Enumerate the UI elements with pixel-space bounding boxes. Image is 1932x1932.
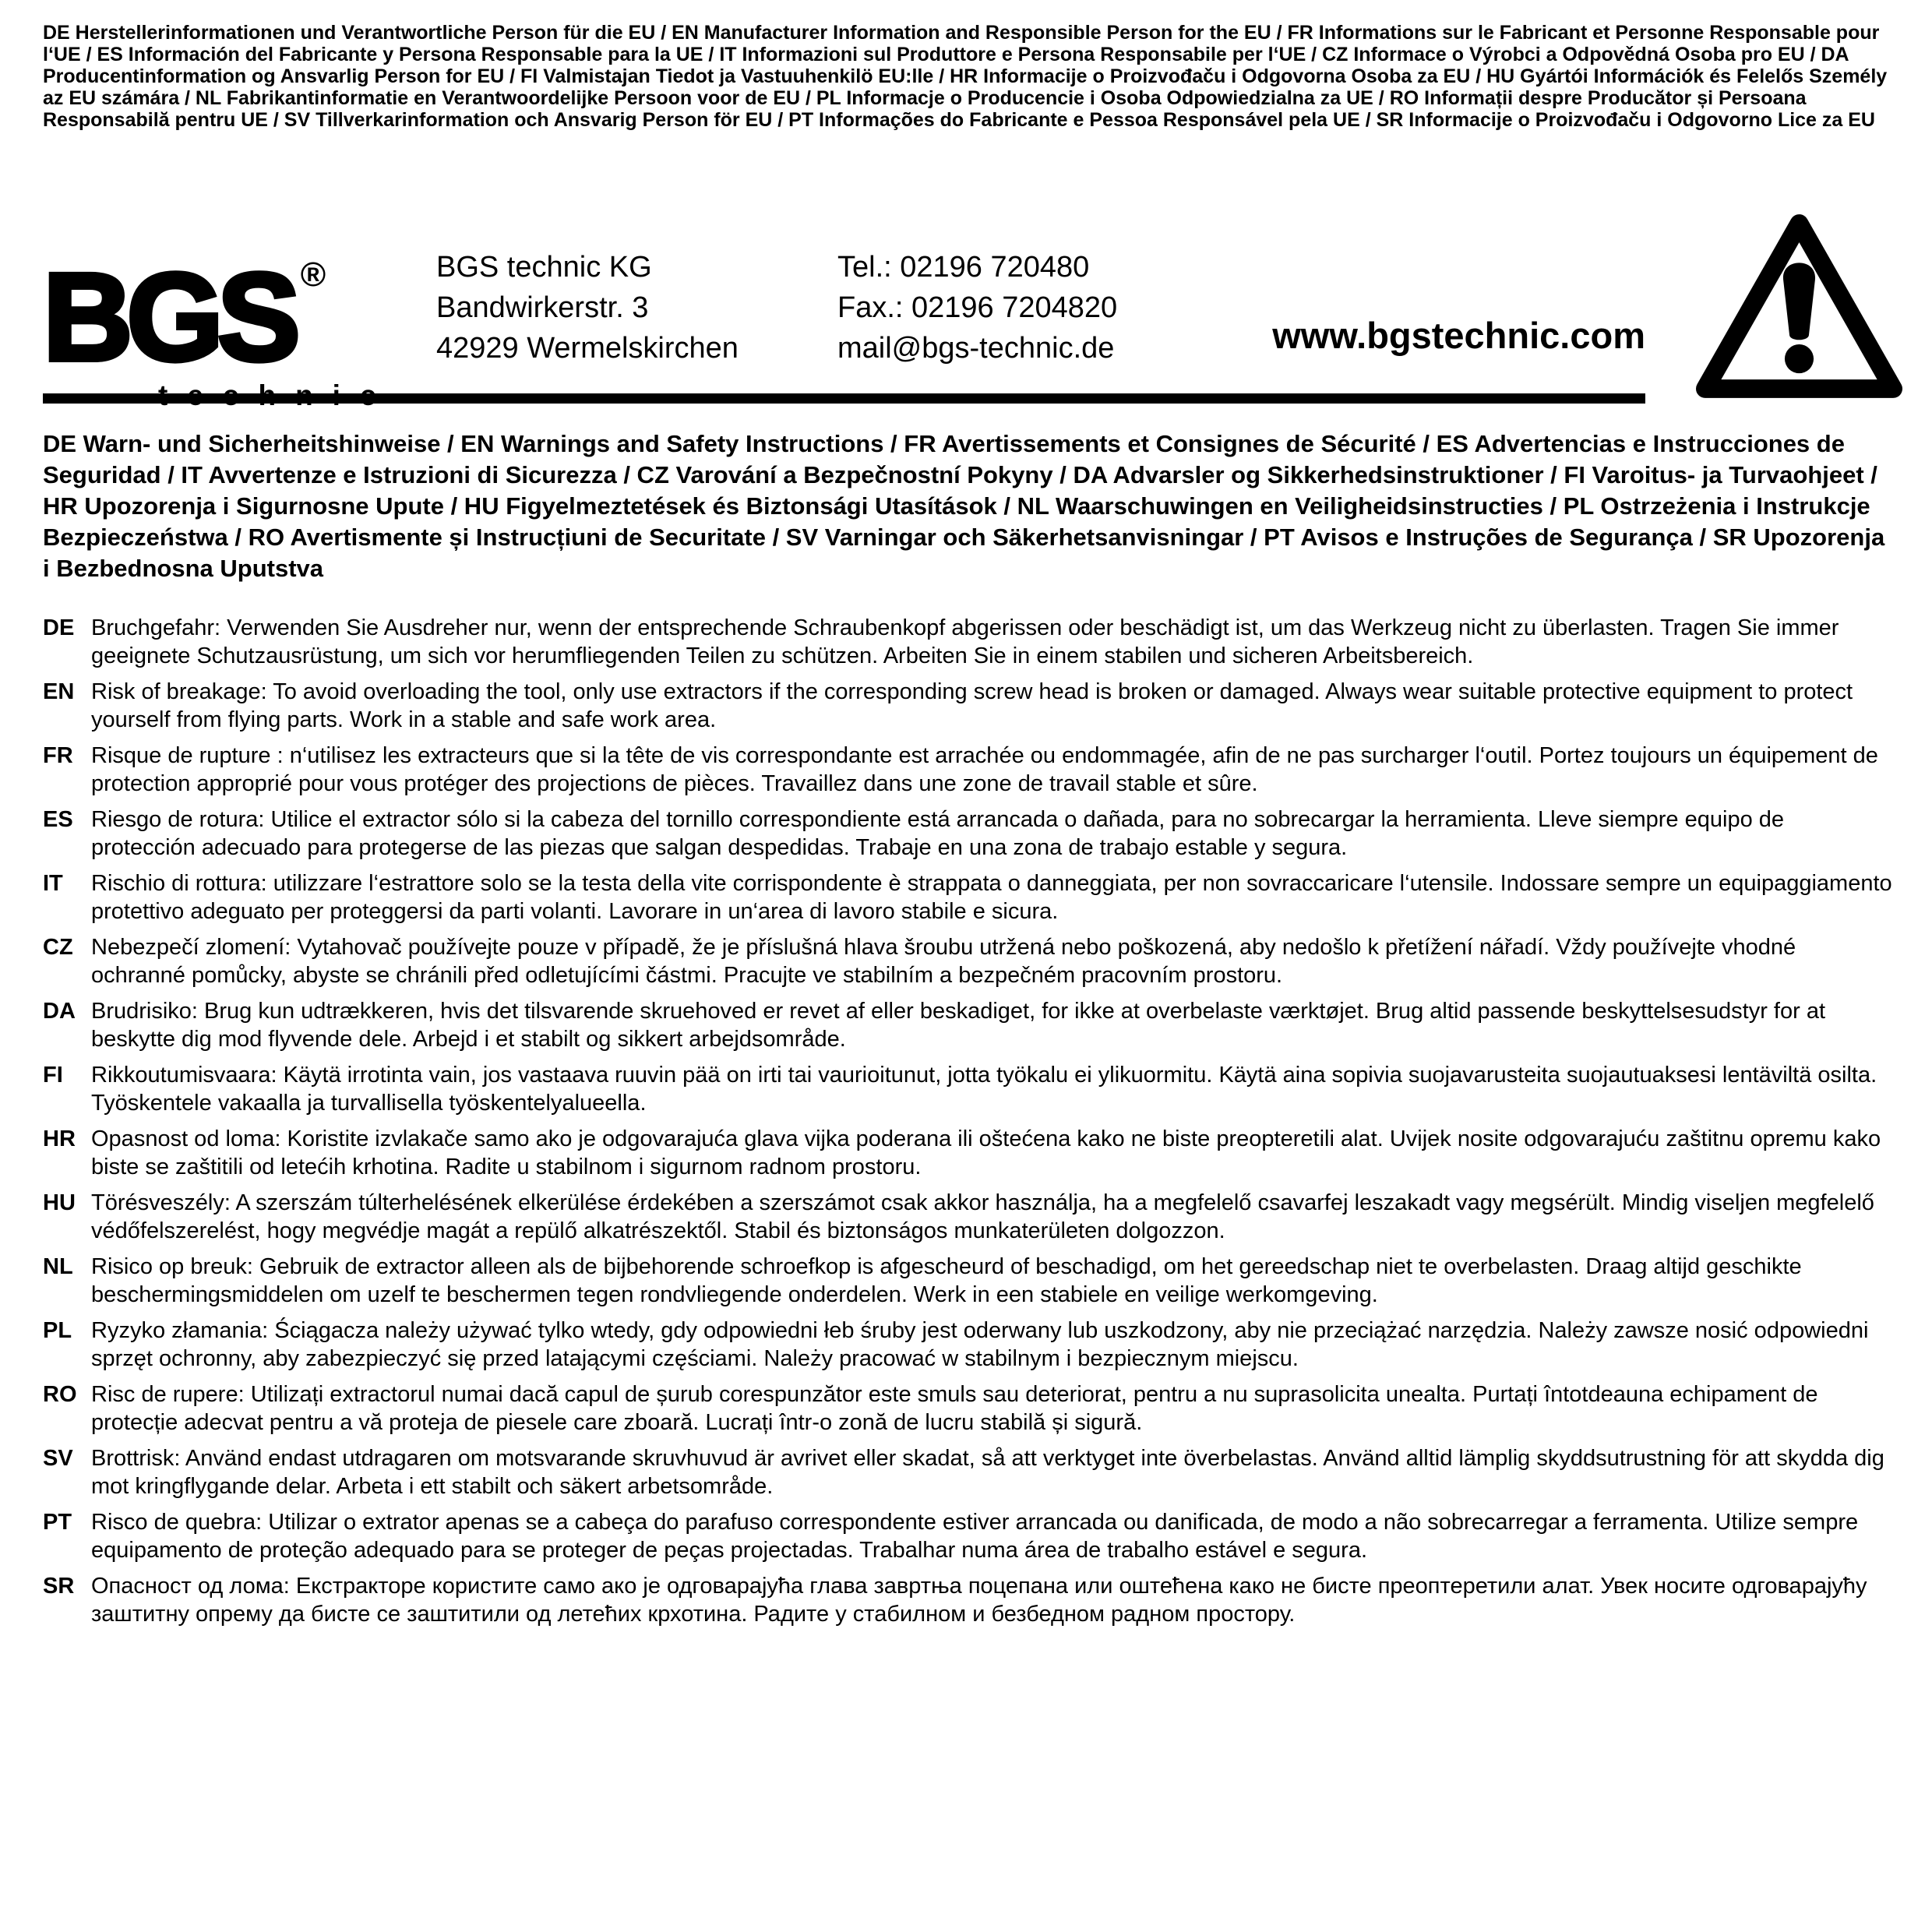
- bgs-logo: [43, 213, 378, 412]
- warning-row-pt: [43, 1508, 1894, 1564]
- warning-row-cz: [43, 933, 1894, 989]
- language-code: CZ: [43, 935, 73, 960]
- warning-row-da: [43, 997, 1894, 1053]
- warning-row-hu: [43, 1189, 1894, 1245]
- warning-text: Törésveszély: A szerszám túlterhelésének elkerülése érdekében a szerszámot csak akkor használja, ha a megfelelő csavarfej leszakadt vagy megsérült. Mindig viseljen megfelelő védőfelszerelést, hogy megvédje magát a repülő alkatrészektől. Stabil és biztonságos munkaterületen dolgozzon.: [91, 1190, 1874, 1243]
- warning-text: Rischio di rottura: utilizzare l‘estrattore solo se la testa della vite corrispondente è strappata o danneggiata, per non sovraccaricare l‘utensile. Indossare sempre un equipaggiamento protettivo adeguato per proteggersi da parti volanti. Lavorare in un‘area di lavoro stabile e sicura.: [91, 871, 1892, 924]
- warnings-list: [43, 614, 1894, 1636]
- warning-row-fr: [43, 742, 1894, 798]
- warning-text: Risco de quebra: Utilizar o extrator apenas se a cabeça do parafuso correspondente estiver arrancada ou danificada, de modo a não sobrecarregar a ferramenta. Utilize sempre equipamento de proteção adequado para se proteger de peças projectadas. Trabalhar numa área de trabalho estável e segura.: [91, 1510, 1859, 1563]
- language-code: DA: [43, 999, 76, 1024]
- warning-row-fi: [43, 1061, 1894, 1117]
- warning-text: Risc de rupere: Utilizați extractorul numai dacă capul de șurub corespunzător este smuls sau deteriorat, pentru a nu suprasolicita unealta. Purtați întotdeauna echipament de protecție adecvat pentru a vă proteja de piesele care zboară. Lucrați într-o zonă de lucru stabilă și sigură.: [91, 1382, 1818, 1435]
- company-fax: Fax.: 02196 7204820: [837, 291, 1118, 324]
- warning-text: Rikkoutumisvaara: Käytä irrotinta vain, jos vastaava ruuvin pää on irti tai vaurioitunut, jotta työkalu ei ylikuormitu. Käytä aina sopivia suojavarusteita suojautuaksesi lentäviltä osilta. Työskentele vakaalla ja turvallisella työskentelyalueella.: [91, 1063, 1877, 1116]
- warning-text: Risk of breakage: To avoid overloading the tool, only use extractors if the corresponding screw head is broken or damaged. Always wear suitable protective equipment to protect yourself from flying parts. Work in a stable and safe work area.: [91, 679, 1853, 732]
- company-name: BGS technic KG: [436, 251, 652, 284]
- language-code: PL: [43, 1318, 72, 1343]
- warnings-header: DE Warn- und Sicherheitshinweise / EN Warnings and Safety Instructions / FR Avertissements et Consignes de Sécurité / ES Advertencias e Instrucciones de Seguridad / IT Avvertenze e Istruzioni di Sicurezza / CZ Varování a Bezpečnostní Pokyny / DA Advarsler og Sikkerhedsinstruktioner / FI Varoitus- ja Turvaohjeet / HR Upozorenja i Sigurnosne Upute / HU Figyelmeztetések és Biztonsági Utasítások / NL Waarschuwingen en Veiligheidsinstructies / PL Ostrzeżenia i Instrukcje Bezpieczeństwa / RO Avertismente și Instrucțiuni de Securitate / SV Varningar och Säkerhetsanvisningar / PT Avisos e Instruções de Segurança / SR Upozorenja i Bezbednosna Uputstva: [43, 430, 1885, 582]
- company-website: www.bgstechnic.com: [1272, 315, 1645, 356]
- warning-row-en: [43, 678, 1894, 734]
- warning-text: Brudrisiko: Brug kun udtrækkeren, hvis det tilsvarende skruehoved er revet af eller beskadiget, for ikke at overbelaste værktøjet. Brug altid passende beskyttelsesudstyr for at beskytte dig mod flyvende dele. Arbejd i et stabilt og sikkert arbejdsområde.: [91, 999, 1826, 1052]
- language-code: DE: [43, 615, 75, 640]
- warning-row-ro: [43, 1380, 1894, 1437]
- bgs-logo-text: BGS: [43, 247, 294, 386]
- company-email: mail@bgs-technic.de: [837, 332, 1115, 365]
- warning-row-sr: [43, 1572, 1894, 1628]
- language-code: EN: [43, 679, 75, 704]
- warning-text: Nebezpečí zlomení: Vytahovač používejte pouze v případě, že je příslušná hlava šroubu utržená nebo poškozená, aby nedošlo k přetížení nářadí. Vždy používejte vhodné ochranné pomůcky, abyste se chránili před odletujícími částmi. Pracujte ve stabilním a bezpečném pracovním prostoru.: [91, 935, 1796, 988]
- language-code: SR: [43, 1574, 75, 1599]
- language-code: SV: [43, 1446, 73, 1471]
- language-code: PT: [43, 1510, 72, 1535]
- company-street: Bandwirkerstr. 3: [436, 291, 649, 324]
- warning-text: Riesgo de rotura: Utilice el extractor sólo si la cabeza del tornillo correspondiente está arrancada o dañada, para no sobrecargar la herramienta. Lleve siempre equipo de protección adecuado para protegerse de las piezas que salgan despedidas. Trabaje en una zona de trabajo estable y segura.: [91, 807, 1785, 860]
- language-code: ES: [43, 807, 73, 832]
- language-code: RO: [43, 1382, 77, 1407]
- language-code: HR: [43, 1126, 76, 1151]
- language-code: HU: [43, 1190, 76, 1215]
- warning-row-de: [43, 614, 1894, 670]
- warning-row-nl: [43, 1253, 1894, 1309]
- warning-row-it: [43, 869, 1894, 925]
- warning-row-sv: [43, 1444, 1894, 1500]
- warning-text: Опасност од лома: Екстракторе користите само ако је одговарајућа глава завртња поцепана или оштећена како не бисте преоптеретили алат. Увек носите одговарајућу заштитну опрему да бисте се заштитили од летећих крхотина. Радите у стабилном и безбедном радном простору.: [91, 1574, 1867, 1627]
- warning-text: Risico op breuk: Gebruik de extractor alleen als de bijbehorende schroefkop is afgescheurd of beschadigd, om het gereedschap niet te overbelasten. Draag altijd geschikte beschermingsmiddelen om uzelf te beschermen tegen rondvliegende onderdelen. Werk in een stabiele en veilige werkomgeving.: [91, 1254, 1802, 1307]
- warning-text: Risque de rupture : n‘utilisez les extracteurs que si la tête de vis correspondante est arrachée ou endommagée, afin de ne pas surcharger l‘outil. Portez toujours un équipement de protection approprié pour vous protéger des projections de pièces. Travaillez dans une zone de travail stable et sûre.: [91, 743, 1878, 796]
- company-phone: Tel.: 02196 720480: [837, 251, 1090, 284]
- company-city: 42929 Wermelskirchen: [436, 332, 739, 365]
- language-code: NL: [43, 1254, 73, 1279]
- header-divider: [43, 393, 1645, 404]
- warning-text: Brottrisk: Använd endast utdragaren om motsvarande skruvhuvud är avrivet eller skadat, så att verktyget inte överbelastas. Använd alltid lämplig skyddsutrustning för att skydda dig mot kringflygande delar. Arbeta i ett stabilt och säkert arbetsområde.: [91, 1446, 1884, 1499]
- language-code: FR: [43, 743, 73, 768]
- bgs-logo-wordmark: [43, 213, 378, 386]
- warning-text: Opasnost od loma: Koristite izvlakače samo ako je odgovarajuća glava vijka poderana ili oštećena kako ne biste preopteretili alat. Uvijek nosite odgovarajuću zaštitnu opremu kako biste se zaštitili od letećih krhotina. Radite u stabilnom i sigurnom radnom prostoru.: [91, 1126, 1881, 1179]
- brand-band: [43, 222, 1891, 403]
- language-code: IT: [43, 871, 63, 896]
- warning-row-pl: [43, 1317, 1894, 1373]
- warning-text: Ryzyko złamania: Ściągacza należy używać tylko wtedy, gdy odpowiedni łeb śruby jest oderwany lub uszkodzony, aby nie przeciążać narzędzia. Należy zawsze nosić odpowiedni sprzęt ochronny, aby zabezpieczyć się przed latającymi częściami. Należy pracować w stabilnym i bezpiecznym miejscu.: [91, 1318, 1869, 1371]
- warning-row-es: [43, 806, 1894, 862]
- company-address: [436, 247, 739, 368]
- registered-trademark-icon: ®: [300, 256, 326, 294]
- warning-triangle-icon: [1696, 213, 1902, 400]
- manufacturer-info-header: DE Herstellerinformationen und Verantwortliche Person für die EU / EN Manufacturer Information and Responsible Person for the EU / FR Informations sur le Fabricant et Personne Responsable pour l‘UE / ES Información del Fabricante y Persona Responsable para la UE / IT Informazioni sul Produttore e Persona Responsabile per l‘UE / CZ Informace o Výrobci a Odpovědná Osoba pro EU / DA Producentinformation og Ansvarlig Person for EU / FI Valmistajan Tiedot ja Vastuuhenkilö EU:lle / HR Informacije o Proizvođaču i Odgovorna Osoba za EU / HU Gyártói Információk és Felelős Személy az EU számára / NL Fabrikantinformatie en Verantwoordelijke Persoon voor de EU / PL Informacje o Producencie i Osoba Odpowiedzialna za UE / RO Informații despre Producător și Persoana Responsabilă pentru UE / SV Tillverkarinformation och Ansvarig Person för EU / PT Informações do Fabricante e Pessoa Responsável pela UE / SR Informacije o Proizvođaču i Odgovorno Lice za EU: [43, 22, 1888, 131]
- warning-text: Bruchgefahr: Verwenden Sie Ausdreher nur, wenn der entsprechende Schraubenkopf abgerissen oder beschädigt ist, um das Werkzeug nicht zu überlasten. Tragen Sie immer geeignete Schutzausrüstung, um sich vor herumfliegenden Teilen zu schützen. Arbeiten Sie in einem stabilen und sicheren Arbeitsbereich.: [91, 615, 1839, 668]
- language-code: FI: [43, 1063, 63, 1088]
- warning-row-hr: [43, 1125, 1894, 1181]
- company-contact: [837, 247, 1117, 368]
